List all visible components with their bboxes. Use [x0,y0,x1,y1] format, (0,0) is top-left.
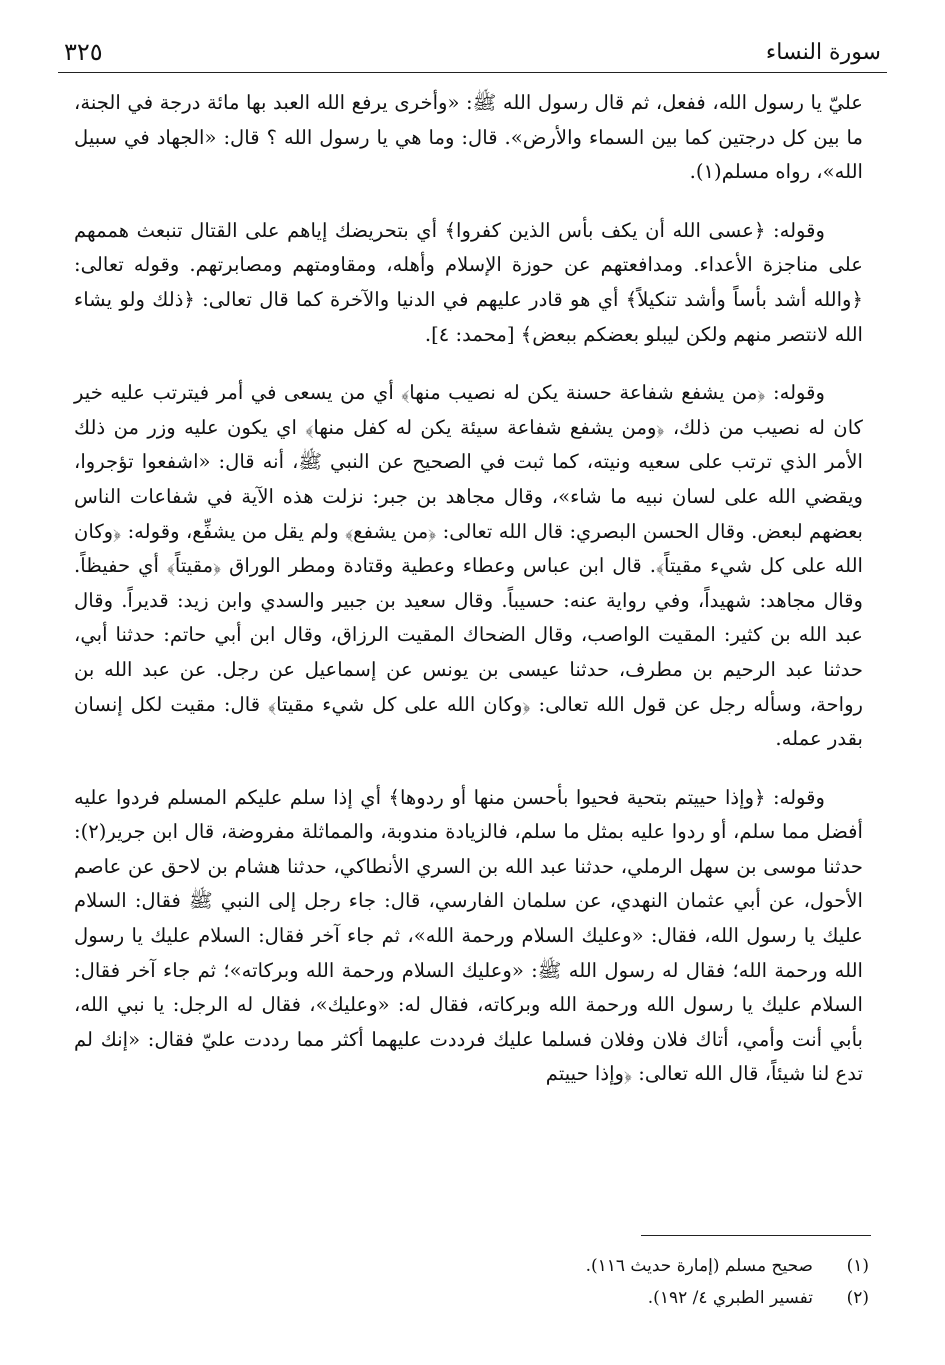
surah-title: سورة النساء [765,40,881,65]
paragraph: وقوله: ﴿عسى الله أن يكف بأس الذين كفروا﴾ أي بتحريضك إياهم على القتال تنبعث هممهم على مناجزة الأعداء. ومدافعتهم عن حوزة الإسلام وأهله، ومقاومتهم ومصابرتهم. وقوله تعالى: ﴿والله أشد بأساً وأشد تنكيلاً﴾ أي هو قادر عليهم في الدنيا والآخرة كما قال تعالى: ﴿ذلك ولو يشاء الله لانتصر منهم ولكن ليبلو بعضكم ببعض﴾ [محمد: ٤]. [74,218,863,346]
footnote-separator [641,1235,871,1236]
page-header [58,36,887,73]
paragraph: وقوله: ﴿من يشفع شفاعة حسنة يكن له نصيب منها﴾ أي من يسعى في أمر فيترتب عليه خير كان له نصيب من ذلك، ﴿ومن يشفع شفاعة سيئة يكن له كفل منها﴾ اي يكون عليه وزر من ذلك الأمر الذي ترتب على سعيه ونيته، كما ثبت في الصحيح عن النبي ﷺ، أنه قال: «اشفعوا تؤجروا، ويقضي الله على لسان نبيه ما شاء»، وقال مجاهد بن جبر: نزلت هذه الآية في شفاعات الناس بعضهم لبعض. وقال الحسن البصري: قال الله تعالى: ﴿من يشفع﴾ ولم يقل من يشفِّع، وقوله: ﴿وكان الله على كل شيء مقيتاً﴾. قال ابن عباس وعطاء وعطية وقتادة ومطر الوراق ﴿مقيتاً﴾ أي حفيظاً. وقال مجاهد: شهيداً، وفي رواية عنه: حسيباً. وقال سعيد بن جبير والسدي وابن زيد: قديراً. وقال عبد الله بن كثير: المقيت الواصب، وقال الضحاك المقيت الرزاق، وقال ابن أبي حاتم: حدثنا أبي، حدثنا عبد الرحيم بن مطرف، حدثنا عيسى بن يونس عن إسماعيل عن رجل. عن عبد الله بن رواحة، وسأله رجل عن قول الله تعالى: ﴿وكان الله على كل شيء مقيتا﴾ قال: مقيت لكل إنسان بقدر عمله. [74,381,863,751]
footnote [300,1250,869,1282]
footnote-text: تفسير الطبري ٤/ ١٩٢). [647,1288,813,1308]
page-body [74,86,863,1092]
footnotes [300,1250,869,1314]
paragraph: عليّ يا رسول الله، ففعل، ثم قال رسول الله ﷺ: «وأخرى يرفع الله العبد بها مائة درجة في الجنة، ما بين كل درجتين كما بين السماء والأرض». قال: وما هي يا رسول الله ؟ قال: «الجهاد في سبيل الله»، رواه مسلم(١). [74,91,863,184]
footnote-text: صحيح مسلم (إمارة حديث ١١٦). [585,1256,813,1276]
paragraph: وقوله: ﴿وإذا حييتم بتحية فحيوا بأحسن منها أو ردوها﴾ أي إذا سلم عليكم المسلم فردوا عليه أفضل مما سلم، أو ردوا عليه بمثل ما سلم، فالزيادة مندوبة، والمماثلة مفروضة، قال ابن جرير(٢): حدثنا موسى بن سهل الرملي، حدثنا عبد الله بن السري الأنطاكي، حدثنا هشام بن لاحق عن عاصم الأحول، عن أبي عثمان النهدي، عن سلمان الفارسي، قال: جاء رجل إلى النبي ﷺ فقال: السلام عليك يا رسول الله، فقال: «وعليك السلام ورحمة الله»، ثم جاء آخر فقال: السلام عليك يا رسول الله ورحمة الله؛ فقال له رسول الله ﷺ: «وعليك السلام ورحمة الله وبركاته»؛ ثم جاء آخر فقال: السلام عليك يا رسول الله ورحمة الله وبركاته، فقال له: «وعليك»، فقال له الرجل: يا نبي الله، بأبي أنت وأمي، أتاك فلان وفلان فسلما عليك فرددت عليهما أكثر مما رددت عليّ فقال: «إنك لم تدع لنا شيئاً، قال الله تعالى: ﴿وإذا حييتم [74,785,863,1086]
page-number: ٣٢٥ [64,38,103,66]
footnote-number: (١) [846,1256,869,1276]
footnote [300,1282,869,1314]
footnote-number: (٢) [846,1288,869,1308]
